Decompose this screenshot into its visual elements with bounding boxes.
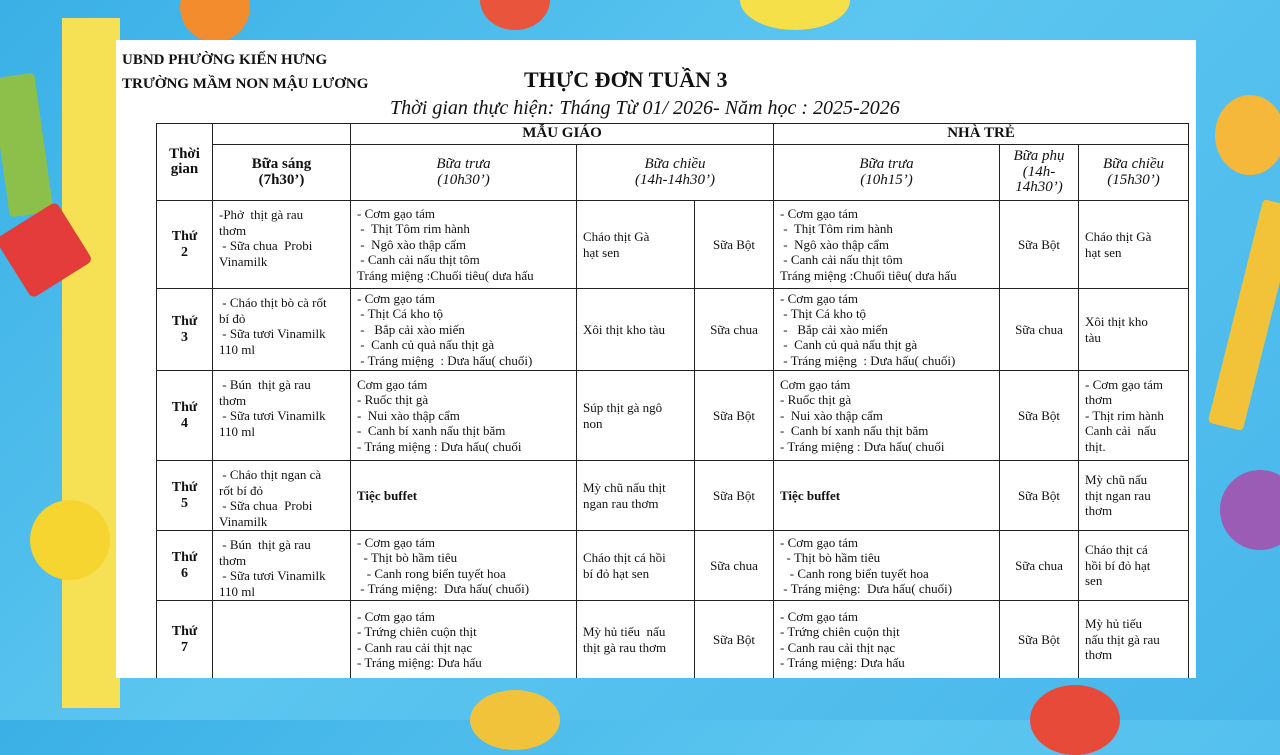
breakfast-cell <box>213 601 351 679</box>
nt-lunch-cell: Cơm gạo tám - Ruốc thịt gà - Nui xào thập cẩm - Canh bí xanh nấu thịt băm - Tráng miệng : Dưa hấu( chuối <box>774 371 1000 461</box>
yellow-fruit-decoration <box>30 500 110 580</box>
red-fruit-top-decoration <box>480 0 550 30</box>
mg-afternoon-cell: Cháo thịt cá hồi bí đỏ hạt sen <box>577 531 695 601</box>
nt-snack-cell: Sữa Bột <box>1000 461 1079 531</box>
mg-afternoon-cell: Xôi thịt kho tàu <box>577 289 695 371</box>
table-row <box>157 371 1189 461</box>
table-row <box>157 461 1189 531</box>
purple-fruit-decoration <box>1220 470 1280 550</box>
header-blank <box>213 124 351 145</box>
mg-afternoon-milk-cell: Sữa chua <box>695 531 774 601</box>
nt-lunch-cell: - Cơm gạo tám - Thịt Tôm rim hành - Ngô xào thập cẩm - Canh cải nấu thịt tôm Tráng miệng :Chuối tiêu( dưa hấu <box>774 201 1000 289</box>
table-row <box>157 289 1189 371</box>
breakfast-cell: - Bún thịt gà rau thơm - Sữa tươi Vinamilk 110 ml <box>213 371 351 461</box>
nt-lunch-cell: - Cơm gạo tám - Trứng chiên cuộn thịt - Canh rau cải thịt nạc - Tráng miệng: Dưa hấu <box>774 601 1000 679</box>
breakfast-cell: - Cháo thịt ngan cà rốt bí đỏ - Sữa chua Probi Vinamilk <box>213 461 351 531</box>
nt-afternoon-cell: Mỳ hủ tiếu nấu thịt gà rau thơm <box>1079 601 1189 679</box>
header-group-mau-giao: MẪU GIÁO <box>351 124 774 145</box>
header-nt-lunch: Bữa trưa (10h15’) <box>774 145 1000 201</box>
mg-lunch-cell: - Cơm gạo tám - Thịt Tôm rim hành - Ngô xào thập cẩm - Canh cải nấu thịt tôm Tráng miệng :Chuối tiêu( dưa hấu <box>351 201 577 289</box>
nt-afternoon-cell: Cháo thịt Gà hạt sen <box>1079 201 1189 289</box>
nt-snack-cell: Sữa chua <box>1000 531 1079 601</box>
red-fruit-bottom-decoration <box>1030 685 1120 755</box>
nt-lunch-cell: - Cơm gạo tám - Thịt Cá kho tộ - Bắp cải xào miến - Canh củ quả nấu thịt gà - Tráng miệng : Dưa hấu( chuối) <box>774 289 1000 371</box>
breakfast-cell: -Phở thịt gà rau thơm - Sữa chua Probi Vinamilk <box>213 201 351 289</box>
lemon-top-decoration <box>740 0 850 30</box>
orange-fruit-decoration <box>1215 95 1280 175</box>
table-row <box>157 201 1189 289</box>
nt-snack-cell: Sữa Bột <box>1000 371 1079 461</box>
header-group-nha-tre: NHÀ TRẺ <box>774 124 1189 145</box>
day-cell: Thứ 6 <box>157 531 213 601</box>
nt-snack-cell: Sữa Bột <box>1000 601 1079 679</box>
nt-afternoon-cell: Cháo thịt cá hồi bí đỏ hạt sen <box>1079 531 1189 601</box>
nt-lunch-cell: - Cơm gạo tám - Thịt bò hầm tiêu - Canh rong biển tuyết hoa - Tráng miệng: Dưa hấu( chuối) <box>774 531 1000 601</box>
day-cell: Thứ 2 <box>157 201 213 289</box>
day-cell: Thứ 7 <box>157 601 213 679</box>
org-line-ward: UBND PHƯỜNG KIẾN HƯNG <box>122 52 328 68</box>
mg-afternoon-milk-cell: Sữa Bột <box>695 371 774 461</box>
yellow-pencil-decoration <box>1208 199 1280 431</box>
mg-lunch-cell: Tiệc buffet <box>351 461 577 531</box>
mg-afternoon-cell: Mỳ hủ tiếu nấu thịt gà rau thơm <box>577 601 695 679</box>
menu-document <box>116 40 1196 678</box>
table-row <box>157 531 1189 601</box>
page-subtitle: Thời gian thực hiện: Tháng Từ 01/ 2026- Năm học : 2025-2026 <box>390 97 900 119</box>
mg-afternoon-cell: Súp thịt gà ngô non <box>577 371 695 461</box>
day-cell: Thứ 4 <box>157 371 213 461</box>
header-mg-afternoon: Bữa chiều (14h-14h30’) <box>577 145 774 201</box>
orange-fruit-top-decoration <box>180 0 250 42</box>
mg-lunch-cell: - Cơm gạo tám - Trứng chiên cuộn thịt - Canh rau cải thịt nạc - Tráng miệng: Dưa hấu <box>351 601 577 679</box>
page-title: THỰC ĐƠN TUẦN 3 <box>524 67 728 92</box>
mg-lunch-cell: - Cơm gạo tám - Thịt bò hầm tiêu - Canh rong biển tuyết hoa - Tráng miệng: Dưa hấu( chuối) <box>351 531 577 601</box>
header-breakfast: Bữa sáng (7h30’) <box>213 145 351 201</box>
yellow-stripe-decoration <box>62 18 120 708</box>
mg-afternoon-milk-cell: Sữa Bột <box>695 601 774 679</box>
mg-afternoon-milk-cell: Sữa chua <box>695 289 774 371</box>
header-mg-lunch: Bữa trưa (10h30’) <box>351 145 577 201</box>
table-row <box>157 601 1189 679</box>
organization-header <box>122 48 368 96</box>
header-time: Thời gian <box>157 124 213 201</box>
breakfast-cell: - Cháo thịt bò cà rốt bí đỏ - Sữa tươi Vinamilk 110 ml <box>213 289 351 371</box>
mg-afternoon-milk-cell: Sữa Bột <box>695 201 774 289</box>
mg-afternoon-cell: Cháo thịt Gà hạt sen <box>577 201 695 289</box>
mg-afternoon-milk-cell: Sữa Bột <box>695 461 774 531</box>
nt-afternoon-cell: - Cơm gạo tám thơm - Thịt rim hành Canh cải nấu thịt. <box>1079 371 1189 461</box>
mg-afternoon-cell: Mỳ chũ nấu thịt ngan rau thơm <box>577 461 695 531</box>
mg-lunch-cell: - Cơm gạo tám - Thịt Cá kho tộ - Bắp cải xào miến - Canh củ quả nấu thịt gà - Tráng miệng : Dưa hấu( chuối) <box>351 289 577 371</box>
day-cell: Thứ 5 <box>157 461 213 531</box>
nt-afternoon-cell: Xôi thịt kho tàu <box>1079 289 1189 371</box>
nt-afternoon-cell: Mỳ chũ nấu thịt ngan rau thơm <box>1079 461 1189 531</box>
weekly-menu-table <box>156 123 1189 678</box>
org-line-school: TRƯỜNG MẦM NON MẬU LƯƠNG <box>122 76 369 92</box>
header-nt-afternoon: Bữa chiều (15h30’) <box>1079 145 1189 201</box>
day-cell: Thứ 3 <box>157 289 213 371</box>
nt-snack-cell: Sữa Bột <box>1000 201 1079 289</box>
breakfast-cell: - Bún thịt gà rau thơm - Sữa tươi Vinamilk 110 ml <box>213 531 351 601</box>
yellow-fruit-bottom-decoration <box>470 690 560 750</box>
header-nt-snack: Bữa phụ (14h- 14h30’) <box>1000 145 1079 201</box>
nt-snack-cell: Sữa chua <box>1000 289 1079 371</box>
nt-lunch-cell: Tiệc buffet <box>774 461 1000 531</box>
mg-lunch-cell: Cơm gạo tám - Ruốc thịt gà - Nui xào thập cẩm - Canh bí xanh nấu thịt băm - Tráng miệng : Dưa hấu( chuối <box>351 371 577 461</box>
green-pencil-decoration <box>0 73 54 218</box>
